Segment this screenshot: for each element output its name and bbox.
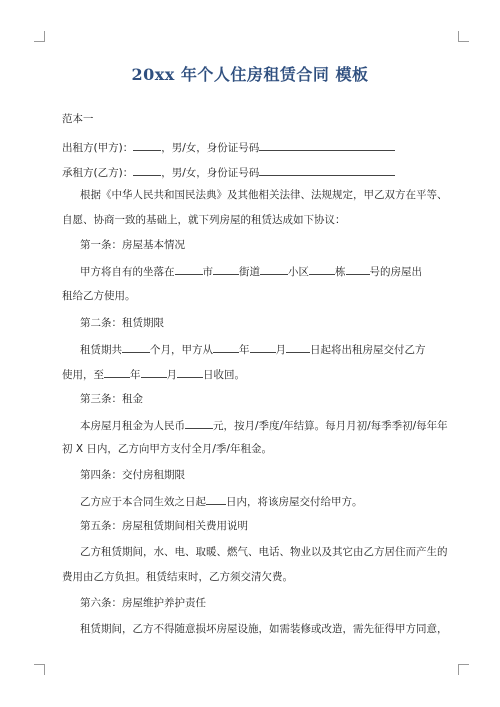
article-6-text-1: 租赁期间，乙方不得随意损坏房屋设施，如需装修或改造，需先征得甲方同意， [80, 623, 448, 635]
article-3-text-1: 本房屋月租金为人民币 元，按月/季度/年结算。每月月初/每季季初/每年年 [80, 417, 470, 433]
article-5-text-1: 乙方租赁期间，水、电、取暖、燃气、电话、物业以及其它由乙方居住而产生的 [80, 546, 448, 558]
title-text: 年个人住房租赁合同 模板 [174, 65, 369, 84]
page-title [0, 62, 500, 85]
article-4-text: 乙方应于本合同生效之日起 日内，将该房屋交付给甲方。 [80, 493, 470, 509]
corner-mark-bottom-left [34, 664, 45, 675]
city-blank [175, 263, 203, 275]
preamble-line-1: 根据《中华人民共和国民法典》及其他相关法律、法规规定，甲乙双方在平等、 [80, 189, 448, 201]
number-blank [346, 263, 370, 275]
article-5-text-2: 费用由乙方负担。租赁结束时，乙方须交清欠费。 [62, 571, 293, 583]
title-number: 20xx [131, 65, 175, 84]
article-2-text-2: 使用，至 年 月 日收回。 [62, 366, 452, 382]
article-1-heading: 第一条：房屋基本情况 [80, 239, 185, 251]
article-2-heading: 第二条：租赁期限 [80, 317, 164, 329]
article-6-heading: 第六条：房屋维护养护责任 [80, 597, 206, 609]
article-1-text-1: 甲方将自有的坐落在 市 街道 小区 栋 号的房屋出 [80, 263, 470, 279]
lessor-name-blank [133, 139, 161, 151]
sample-label: 范本一 [62, 113, 94, 125]
lessee-line: 承租方(乙方)： ，男/女，身份证号码 [62, 164, 452, 180]
end-day-blank [177, 366, 203, 378]
lessee-name-blank [133, 164, 161, 176]
days-blank [206, 493, 226, 505]
article-5-heading: 第五条：房屋租赁期间相关费用说明 [80, 520, 248, 532]
article-1-text-2: 租给乙方使用。 [62, 290, 136, 302]
lessor-id-blank [259, 139, 395, 151]
rent-amount-blank [185, 417, 213, 429]
corner-mark-top-left [34, 31, 45, 42]
article-2-text-1: 租赁期共 个月，甲方从 年 月 日起将出租房屋交付乙方 [80, 341, 470, 357]
article-3-heading: 第三条：租金 [80, 393, 143, 405]
article-3-text-2: 初 X 日内，乙方向甲方支付全月/季/年租金。 [62, 443, 272, 455]
months-blank [122, 341, 150, 353]
corner-mark-top-right [458, 31, 469, 42]
lessee-id-blank [259, 164, 395, 176]
lessor-line: 出租方(甲方)： ，男/女，身份证号码 [62, 139, 452, 155]
district-blank [260, 263, 288, 275]
start-month-blank [250, 341, 276, 353]
start-year-blank [213, 341, 239, 353]
article-4-heading: 第四条：交付房租期限 [80, 469, 185, 481]
building-blank [309, 263, 335, 275]
corner-mark-bottom-right [458, 664, 469, 675]
start-day-blank [286, 341, 310, 353]
preamble-line-2: 自愿、协商一致的基础上，就下列房屋的租赁达成如下协议： [62, 214, 346, 226]
end-month-blank [141, 366, 167, 378]
street-blank [213, 263, 239, 275]
end-year-blank [104, 366, 130, 378]
